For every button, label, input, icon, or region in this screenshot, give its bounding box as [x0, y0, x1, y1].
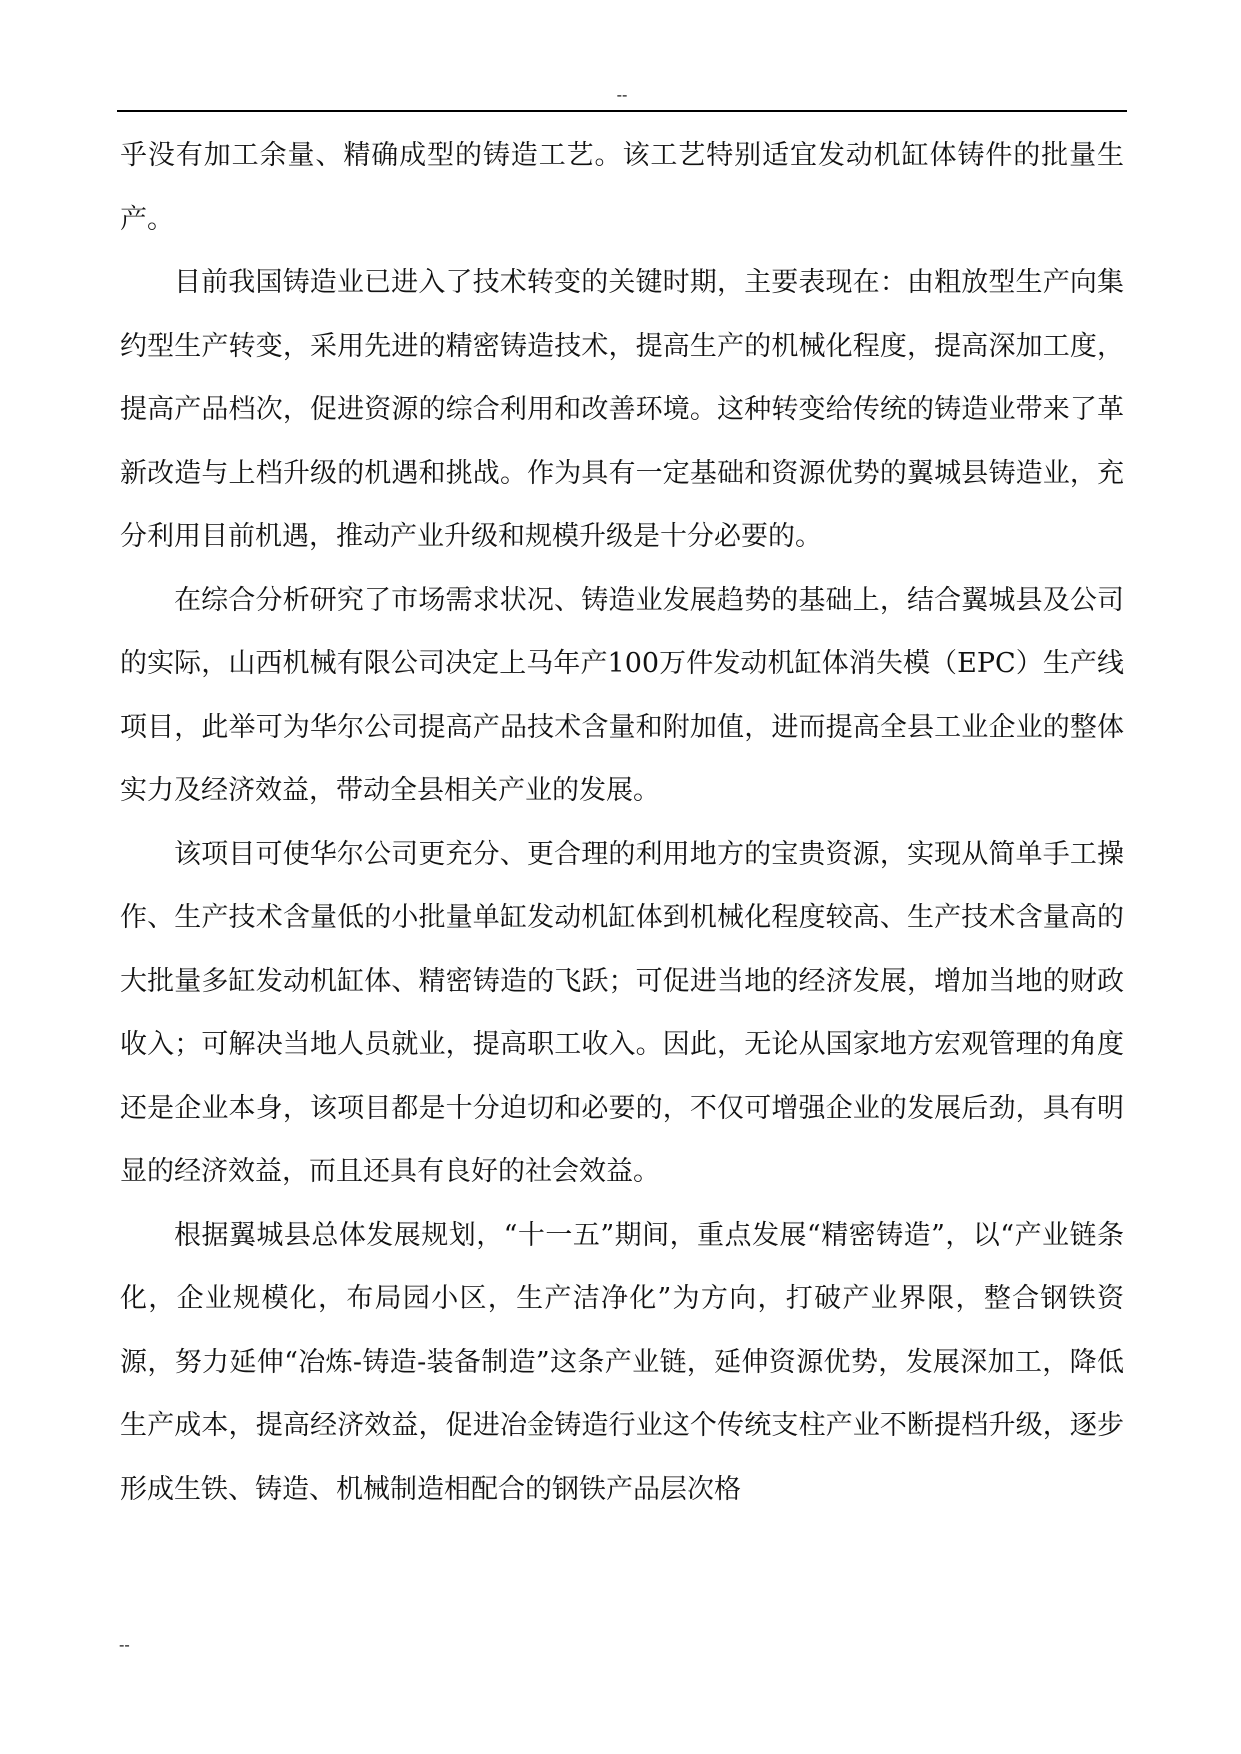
paragraph: 根据翼城县总体发展规划，“十一五”期间，重点发展“精密铸造”，以“产业链条化，企业规模化，布局园小区，生产洁净化”为方向，打破产业界限，整合钢铁资源，努力延伸“冶炼-铸造-装备制造”这条产业链，延伸资源优势，发展深加工，降低生产成本，提高经济效益，促进冶金铸造行业这个传统支柱产业不断提档升级，逐步形成生铁、铸造、机械制造相配合的钢铁产品层次格 [120, 1219, 1124, 1505]
header-mark: -- [616, 85, 628, 104]
paragraph: 乎没有加工余量、精确成型的铸造工艺。该工艺特别适宜发动机缸体铸件的批量生产。 [120, 140, 1124, 235]
paragraph: 目前我国铸造业已进入了技术转变的关键时期，主要表现在：由粗放型生产向集约型生产转变，采用先进的精密铸造技术，提高生产的机械化程度，提高深加工度，提高产品档次，促进资源的综合利用和改善环境。这种转变给传统的铸造业带来了革新改造与上档升级的机遇和挑战。作为具有一定基础和资源优势的翼城县铸造业，充分利用目前机遇，推动产业升级和规模升级是十分必要的。 [120, 267, 1124, 552]
paragraph: 该项目可使华尔公司更充分、更合理的利用地方的宝贵资源，实现从简单手工操作、生产技术含量低的小批量单缸发动机缸体到机械化程度较高、生产技术含量高的大批量多缸发动机缸体、精密铸造的飞跃；可促进当地的经济发展，增加当地的财政收入；可解决当地人员就业，提高职工收入。因此，无论从国家地方宏观管理的角度还是企业本身，该项目都是十分迫切和必要的，不仅可增强企业的发展后劲，具有明显的经济效益，而且还具有良好的社会效益。 [120, 838, 1124, 1187]
paragraph: 在综合分析研究了市场需求状况、铸造业发展趋势的基础上，结合翼城县及公司的实际，山西机械有限公司决定上马年产100万件发动机缸体消失模（EPC）生产线项目，此举可为华尔公司提高产品技术含量和附加值，进而提高全县工业企业的整体实力及经济效益，带动全县相关产业的发展。 [120, 584, 1124, 806]
footer-mark: -- [119, 1635, 130, 1654]
header-rule [117, 110, 1127, 112]
document-body [120, 124, 1124, 1521]
page-header [117, 86, 1127, 112]
